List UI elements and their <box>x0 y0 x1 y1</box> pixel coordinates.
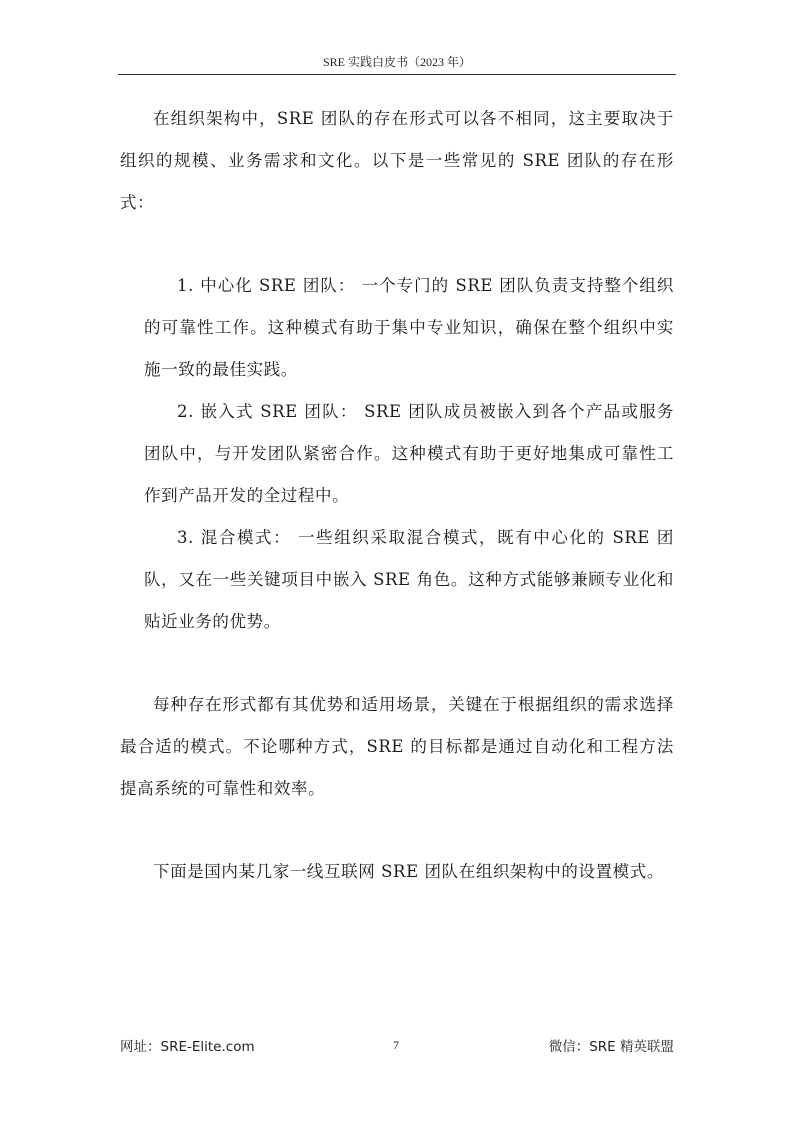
document-body <box>120 98 674 893</box>
page-footer <box>120 1038 674 1056</box>
footer-wechat: 微信：SRE 精英联盟 <box>548 1039 674 1055</box>
closing-paragraph: 下面是国内某几家一线互联网 SRE 团队在组织架构中的设置模式。 <box>153 862 664 881</box>
list-item: 2. 嵌入式 SRE 团队： SRE 团队成员被嵌入到各个产品或服务团队中，与开发团队紧密合作。这种模式有助于更好地集成可靠性工作到产品开发的全过程中。 <box>144 402 674 505</box>
list-item: 1. 中心化 SRE 团队： 一个专门的 SRE 团队负责支持整个组织的可靠性工作。这种模式有助于集中专业知识，确保在整个组织中实施一致的最佳实践。 <box>144 276 674 379</box>
summary-paragraph: 每种存在形式都有其优势和适用场景，关键在于根据组织的需求选择最合适的模式。不论哪种方式，SRE 的目标都是通过自动化和工程方法提高系统的可靠性和效率。 <box>120 695 674 798</box>
footer-website: 网址：SRE-Elite.com <box>120 1039 255 1055</box>
page-header-title: SRE 实践白皮书（2023 年） <box>322 55 471 69</box>
intro-paragraph: 在组织架构中，SRE 团队的存在形式可以各不相同，这主要取决于组织的规模、业务需求和文化。以下是一些常见的 SRE 团队的存在形式： <box>120 109 674 212</box>
header-divider <box>118 74 676 75</box>
team-forms-list <box>120 265 674 643</box>
list-item: 3. 混合模式： 一些组织采取混合模式，既有中心化的 SRE 团队，又在一些关键项目中嵌入 SRE 角色。这种方式能够兼顾专业化和贴近业务的优势。 <box>144 528 674 631</box>
page-number: 7 <box>393 1038 399 1052</box>
